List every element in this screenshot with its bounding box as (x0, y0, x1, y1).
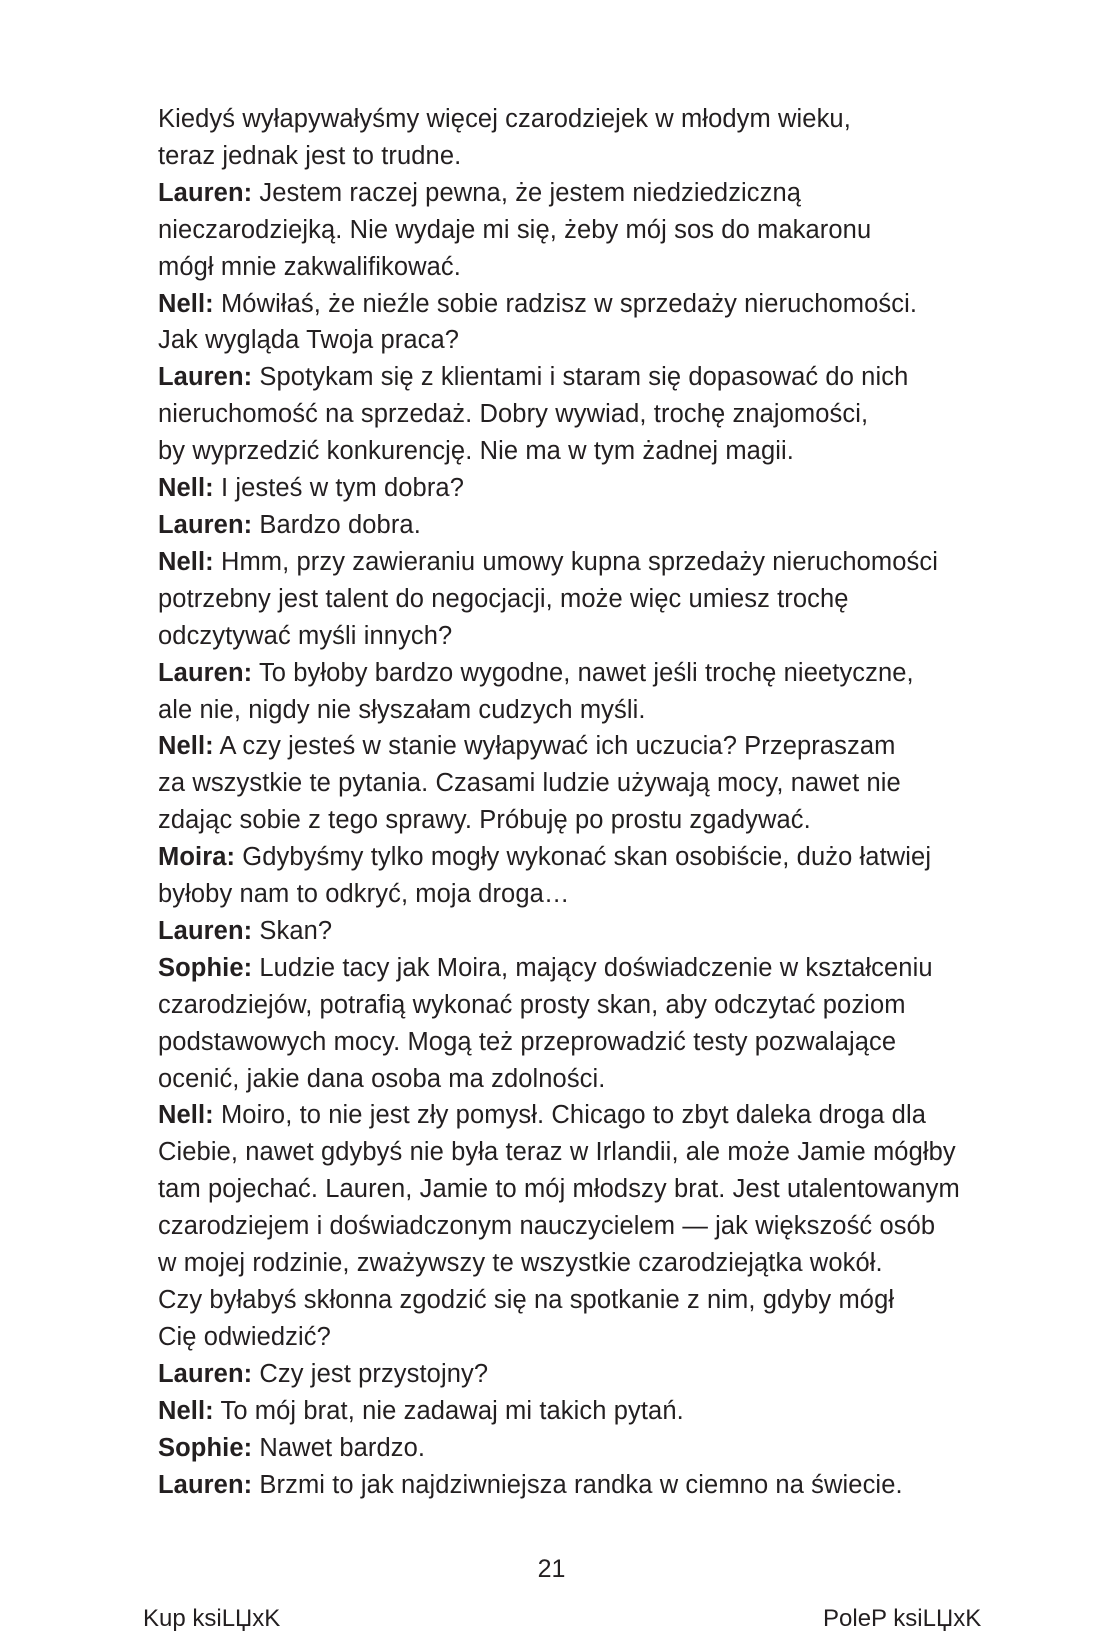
text-line (158, 249, 1058, 286)
line-text: Jak wygląda Twoja praca? (158, 326, 460, 355)
line-text: Mówiłaś, że nieźle sobie radzisz w sprzedaży nieruchomości. (213, 289, 918, 318)
line-text: odczytywać myśli innych? (158, 621, 453, 650)
text-line (158, 138, 1058, 175)
speaker-name: Sophie: (158, 953, 253, 982)
line-text: za wszystkie te pytania. Czasami ludzie używają mocy, nawet nie (158, 769, 901, 798)
text-line (158, 396, 1058, 433)
line-text: czarodziejów, potrafią wykonać prosty skan, aby odczytać poziom (158, 990, 906, 1019)
line-text: by wyprzedzić konkurencję. Nie ma w tym żadnej magii. (158, 437, 794, 466)
text-line (158, 1467, 1058, 1504)
speaker-name: Lauren: (158, 1359, 253, 1388)
line-text: To mój brat, nie zadawaj mi takich pytań. (213, 1396, 684, 1425)
text-line (158, 765, 1058, 802)
line-text: Bardzo dobra. (252, 510, 421, 539)
line-text: ale nie, nigdy nie słyszałam cudzych myśli. (158, 695, 646, 724)
text-line (158, 433, 1058, 470)
text-line (158, 692, 1058, 729)
speaker-name: Lauren: (158, 916, 253, 945)
text-line (158, 359, 1058, 396)
text-line (158, 1430, 1058, 1467)
text-line (158, 950, 1058, 987)
text-line (158, 1245, 1058, 1282)
line-text: ocenić, jakie dana osoba ma zdolności. (158, 1064, 606, 1093)
line-text: w mojej rodzinie, zważywszy te wszystkie czarodziejątka wokół. (158, 1249, 883, 1278)
text-line (158, 1134, 1058, 1171)
text-line (158, 175, 1058, 212)
line-text: Kiedyś wyłapywałyśmy więcej czarodziejek w młodym wieku, (158, 105, 851, 133)
text-line (158, 1024, 1058, 1061)
text-line (158, 322, 1058, 359)
text-line (158, 987, 1058, 1024)
text-line (158, 618, 1058, 655)
line-text: czarodziejem i doświadczonym nauczycielem — jak większość osób (158, 1212, 936, 1241)
speaker-name: Lauren: (158, 178, 253, 207)
line-text: teraz jednak jest to trudne. (158, 141, 462, 170)
line-text: tam pojechać. Lauren, Jamie to mój młodszy brat. Jest utalentowanym (158, 1175, 960, 1204)
speaker-name: Nell: (158, 1101, 214, 1130)
text-line (158, 913, 1058, 950)
speaker-name: Lauren: (158, 363, 253, 392)
line-text: To byłoby bardzo wygodne, nawet jeśli trochę nieetyczne, (252, 658, 914, 687)
speaker-name: Nell: (158, 1396, 214, 1425)
text-line (158, 212, 1058, 249)
text-line (158, 655, 1058, 692)
line-text: A czy jesteś w stanie wyłapywać ich uczucia? Przepraszam (213, 732, 896, 761)
text-line (158, 728, 1058, 765)
speaker-name: Nell: (158, 547, 214, 576)
line-text: Brzmi to jak najdziwniejsza randka w ciemno na świecie. (252, 1470, 903, 1499)
line-text: byłoby nam to odkryć, moja droga… (158, 880, 570, 909)
line-text: nieczarodziejką. Nie wydaje mi się, żeby mój sos do makaronu (158, 215, 872, 244)
line-text: Czy jest przystojny? (252, 1359, 489, 1388)
speaker-name: Lauren: (158, 658, 253, 687)
line-text: Gdybyśmy tylko mogły wykonać skan osobiście, dużo łatwiej (235, 843, 932, 872)
page-body-text (158, 101, 1058, 1503)
text-line (158, 1097, 1058, 1134)
text-line (158, 1171, 1058, 1208)
speaker-name: Moira: (158, 843, 236, 872)
text-line (158, 286, 1058, 323)
line-text: mógł mnie zakwalifikować. (158, 252, 461, 281)
speaker-name: Lauren: (158, 510, 253, 539)
line-text: Spotykam się z klientami i staram się dopasować do nich (252, 363, 909, 392)
line-text: nieruchomość na sprzedaż. Dobry wywiad, trochę znajomości, (158, 400, 869, 429)
text-line (158, 1208, 1058, 1245)
recommend-book-link[interactable]: PoleP ksiLЏxK (823, 1605, 982, 1632)
text-line (158, 470, 1058, 507)
line-text: potrzebny jest talent do negocjacji, może więc umiesz trochę (158, 584, 849, 613)
line-text: Nawet bardzo. (252, 1433, 426, 1462)
text-line (158, 1393, 1058, 1430)
line-text: Ludzie tacy jak Moira, mający doświadczenie w kształceniu (252, 953, 933, 982)
line-text: zdając sobie z tego sprawy. Próbuję po prostu zgadywać. (158, 806, 811, 835)
text-line (158, 1061, 1058, 1098)
speaker-name: Lauren: (158, 1470, 253, 1499)
text-line (158, 507, 1058, 544)
text-line (158, 581, 1058, 618)
text-line (158, 876, 1058, 913)
text-line (158, 802, 1058, 839)
line-text: Czy byłabyś skłonna zgodzić się na spotkanie z nim, gdyby mógł (158, 1286, 895, 1314)
buy-book-link[interactable]: Kup ksiLЏxK (143, 1605, 281, 1632)
speaker-name: Nell: (158, 474, 214, 503)
line-text: podstawowych mocy. Mogą też przeprowadzić testy pozwalające (158, 1027, 897, 1056)
text-line (158, 1356, 1058, 1393)
text-line (158, 101, 1058, 138)
text-line (158, 839, 1058, 876)
text-line (158, 1319, 1058, 1356)
speaker-name: Nell: (158, 732, 214, 761)
line-text: Ciebie, nawet gdybyś nie była teraz w Irlandii, ale może Jamie mógłby (158, 1138, 956, 1167)
line-text: Hmm, przy zawieraniu umowy kupna sprzedaży nieruchomości (213, 547, 938, 576)
line-text: Cię odwiedzić? (158, 1322, 331, 1351)
line-text: Skan? (252, 916, 333, 945)
line-text: Jestem raczej pewna, że jestem niedziedziczną (252, 178, 802, 207)
page-number: 21 (537, 1555, 566, 1583)
line-text: I jesteś w tym dobra? (213, 474, 464, 503)
text-line (158, 1282, 1058, 1319)
speaker-name: Nell: (158, 289, 214, 318)
speaker-name: Sophie: (158, 1433, 253, 1462)
line-text: Moiro, to nie jest zły pomysł. Chicago to zbyt daleka droga dla (213, 1101, 927, 1130)
text-line (158, 544, 1058, 581)
